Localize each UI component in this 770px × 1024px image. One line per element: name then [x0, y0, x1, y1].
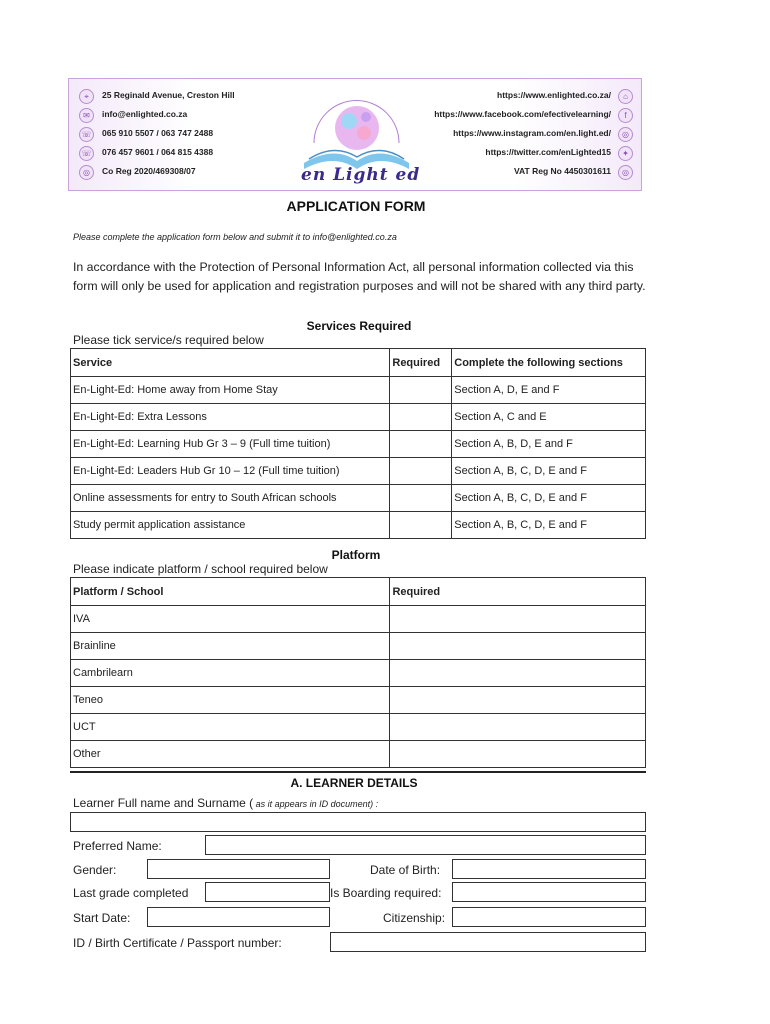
- phone-icon: ☏: [79, 146, 94, 161]
- service-row: [71, 377, 646, 404]
- page-title: APPLICATION FORM: [286, 198, 426, 214]
- dob-field[interactable]: [452, 859, 646, 879]
- gender-field[interactable]: [147, 859, 330, 879]
- col-platform: Platform / School: [71, 578, 390, 606]
- popia-notice: In accordance with the Protection of Personal Information Act, all personal information collected via this form will only be used for application and registration purposes and will not be shared with any third party.: [73, 260, 646, 293]
- service-name: Study permit application assistance: [71, 512, 390, 539]
- gender-label: Gender:: [73, 863, 117, 877]
- online-text[interactable]: https://www.facebook.com/efectivelearning/: [434, 109, 611, 119]
- learner-section-title: A. LEARNER DETAILS: [290, 776, 418, 790]
- platform-table: [70, 577, 646, 768]
- platform-name: Cambrilearn: [71, 660, 390, 687]
- service-required-cell[interactable]: [390, 458, 452, 485]
- service-required-cell[interactable]: [390, 431, 452, 458]
- full-name-field[interactable]: [70, 812, 646, 832]
- services-instruction: Please tick service/s required below: [73, 333, 264, 347]
- service-sections: Section A, B, C, D, E and F: [452, 458, 646, 485]
- full-name-label: Learner Full name and Surname ( as it appears in ID document) :: [73, 796, 379, 810]
- service-row: [71, 485, 646, 512]
- online-text[interactable]: https://twitter.com/enLighted15: [485, 147, 611, 157]
- platform-row: [71, 741, 646, 768]
- start-date-label: Start Date:: [73, 911, 131, 925]
- boarding-field[interactable]: [452, 882, 646, 902]
- service-sections: Section A, B, D, E and F: [452, 431, 646, 458]
- platform-required-cell[interactable]: [390, 606, 646, 633]
- phone-icon: ☏: [79, 127, 94, 142]
- web-icon: ⌂: [618, 89, 633, 104]
- id-number-field[interactable]: [330, 932, 646, 952]
- registration-icon: ◎: [79, 165, 94, 180]
- service-name: En-Light-Ed: Extra Lessons: [71, 404, 390, 431]
- last-grade-field[interactable]: [205, 882, 330, 902]
- service-name: En-Light-Ed: Learning Hub Gr 3 – 9 (Full time tuition): [71, 431, 390, 458]
- start-date-field[interactable]: [147, 907, 330, 927]
- contact-text: 25 Reginald Avenue, Creston Hill: [102, 90, 235, 100]
- submission-note: Please complete the application form below and submit it to info@enlighted.co.za: [73, 232, 397, 242]
- contact-text: info@enlighted.co.za: [102, 109, 188, 119]
- logo-wordmark: en Light ed: [301, 165, 421, 185]
- preferred-name-label: Preferred Name:: [73, 839, 162, 853]
- service-sections: Section A, D, E and F: [452, 377, 646, 404]
- platform-required-cell[interactable]: [390, 687, 646, 714]
- platform-required-cell[interactable]: [390, 633, 646, 660]
- service-required-cell[interactable]: [390, 404, 452, 431]
- last-grade-label: Last grade completed: [73, 886, 189, 900]
- service-sections: Section A, B, C, D, E and F: [452, 512, 646, 539]
- service-row: [71, 404, 646, 431]
- online-text: VAT Reg No 4450301611: [513, 166, 611, 176]
- service-name: En-Light-Ed: Home away from Home Stay: [71, 377, 390, 404]
- header-banner: [68, 78, 642, 191]
- id-number-label: ID / Birth Certificate / Passport number:: [73, 936, 282, 950]
- online-text[interactable]: https://www.instagram.com/en.light.ed/: [453, 128, 611, 138]
- service-row: [71, 512, 646, 539]
- boarding-label: Is Boarding required:: [330, 886, 442, 900]
- section-divider: [70, 771, 646, 773]
- service-name: Online assessments for entry to South African schools: [71, 485, 390, 512]
- services-title: Services Required: [306, 319, 412, 333]
- platform-instruction: Please indicate platform / school required below: [73, 562, 328, 576]
- contact-text: 065 910 5507 / 063 747 2488: [102, 128, 214, 138]
- platform-name: Brainline: [71, 633, 390, 660]
- service-required-cell[interactable]: [390, 377, 452, 404]
- service-sections: Section A, B, C, D, E and F: [452, 485, 646, 512]
- col-platform-required: Required: [390, 578, 646, 606]
- platform-required-cell[interactable]: [390, 714, 646, 741]
- citizenship-label: Citizenship:: [383, 911, 446, 925]
- instagram-icon: ◎: [618, 127, 633, 142]
- col-required: Required: [390, 349, 452, 377]
- col-service: Service: [71, 349, 390, 377]
- platform-row: [71, 714, 646, 741]
- services-table: [70, 348, 646, 539]
- platform-name: IVA: [71, 606, 390, 633]
- email-icon: ✉: [79, 108, 94, 123]
- citizenship-field[interactable]: [452, 907, 646, 927]
- service-name: En-Light-Ed: Leaders Hub Gr 10 – 12 (Full time tuition): [71, 458, 390, 485]
- service-row: [71, 431, 646, 458]
- dob-label: Date of Birth:: [370, 863, 441, 877]
- platform-header-row: [71, 578, 646, 606]
- platform-name: Teneo: [71, 687, 390, 714]
- online-text[interactable]: https://www.enlighted.co.za/: [497, 90, 611, 100]
- preferred-name-field[interactable]: [205, 835, 646, 855]
- platform-name: Other: [71, 741, 390, 768]
- contact-text: 076 457 9601 / 064 815 4388: [102, 147, 214, 157]
- service-sections: Section A, C and E: [452, 404, 646, 431]
- service-row: [71, 458, 646, 485]
- platform-row: [71, 660, 646, 687]
- service-required-cell[interactable]: [390, 485, 452, 512]
- platform-name: UCT: [71, 714, 390, 741]
- platform-row: [71, 606, 646, 633]
- platform-title: Platform: [331, 548, 381, 562]
- services-header-row: [71, 349, 646, 377]
- platform-row: [71, 687, 646, 714]
- platform-required-cell[interactable]: [390, 741, 646, 768]
- map-pin-icon: ⌖: [79, 89, 94, 104]
- facebook-icon: f: [618, 108, 633, 123]
- platform-row: [71, 633, 646, 660]
- platform-required-cell[interactable]: [390, 660, 646, 687]
- service-required-cell[interactable]: [390, 512, 452, 539]
- twitter-icon: ✦: [618, 146, 633, 161]
- contact-text: Co Reg 2020/469308/07: [102, 166, 196, 176]
- vat-icon: ◎: [618, 165, 633, 180]
- col-sections: Complete the following sections: [452, 349, 646, 377]
